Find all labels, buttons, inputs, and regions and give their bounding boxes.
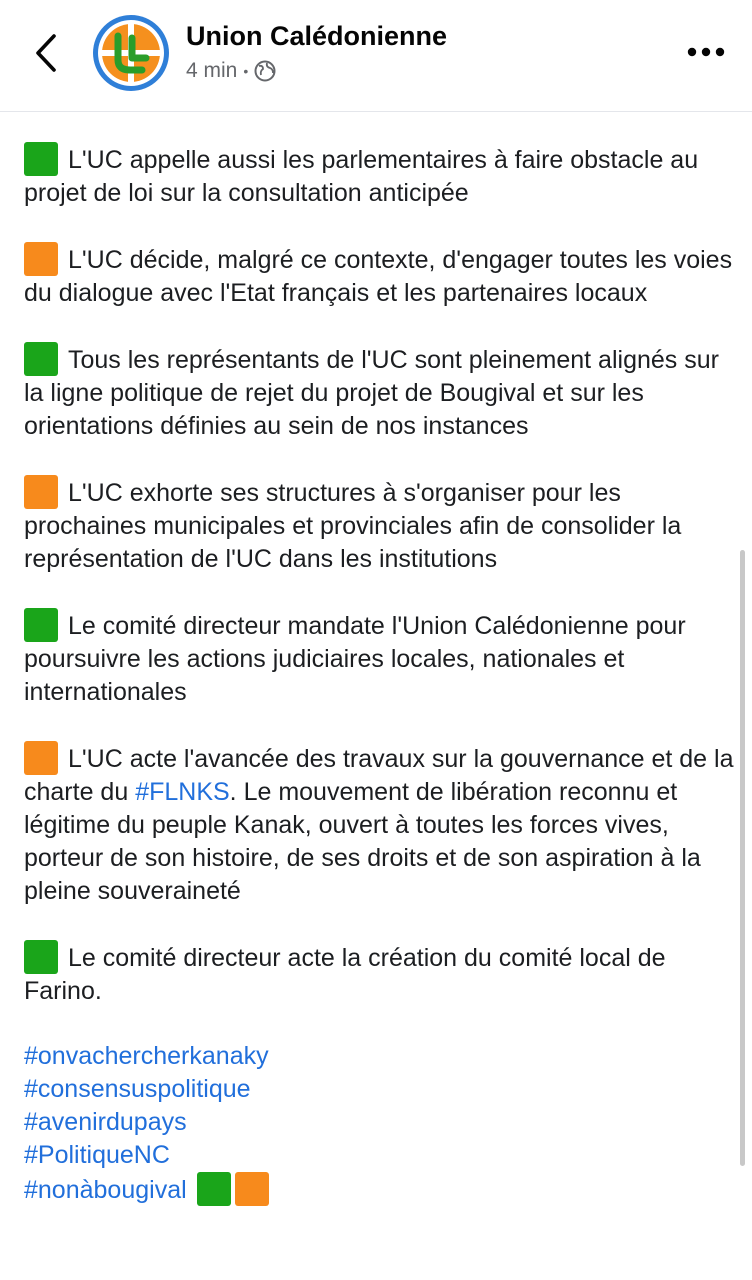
- meta-separator: •: [243, 63, 249, 79]
- green-square-icon: [197, 1172, 231, 1206]
- green-square-icon: [24, 142, 58, 176]
- post-body: [24, 142, 736, 1207]
- page-name[interactable]: Union Calédonienne: [186, 21, 448, 51]
- post-paragraph: L'UC acte l'avancée des travaux sur la gouvernance et de la charte du #FLNKS. Le mouvement de libération reconnu et légitime du peuple Kanak, ouvert à toutes les forces vives, porteur de son histoire, de ses droits et de son aspiration à la pleine souveraineté: [24, 741, 736, 908]
- hashtag-link[interactable]: #avenirdupays: [24, 1108, 187, 1136]
- more-options-button[interactable]: [684, 34, 728, 70]
- green-square-icon: [24, 608, 58, 642]
- post-header: [0, 0, 752, 112]
- post-paragraph: L'UC décide, malgré ce contexte, d'engager toutes les voies du dialogue avec l'Etat français et les partenaires locaux: [24, 242, 736, 310]
- post-paragraph: L'UC exhorte ses structures à s'organiser pour les prochaines municipales et provinciales afin de consolider la représentation de l'UC dans les institutions: [24, 475, 736, 576]
- post-paragraph: Le comité directeur acte la création du comité local de Farino.: [24, 940, 736, 1008]
- post-paragraph: Le comité directeur mandate l'Union Calédonienne pour poursuivre les actions judiciaires locales, nationales et internationales: [24, 608, 736, 709]
- hashtag-link[interactable]: #FLNKS: [135, 778, 230, 806]
- green-square-icon: [24, 940, 58, 974]
- post-paragraph: L'UC appelle aussi les parlementaires à faire obstacle au projet de loi sur la consultation anticipée: [24, 142, 736, 210]
- globe-icon: [254, 60, 276, 82]
- orange-square-icon: [24, 741, 58, 775]
- orange-square-icon: [235, 1172, 269, 1206]
- post-paragraph: Tous les représentants de l'UC sont pleinement alignés sur la ligne politique de rejet du projet de Bougival et sur les orientations définies au sein de nos instances: [24, 342, 736, 443]
- chevron-left-icon: [33, 33, 59, 73]
- more-horizontal-icon: [686, 46, 726, 58]
- back-button[interactable]: [22, 28, 70, 78]
- hashtag-link[interactable]: #consensuspolitique: [24, 1075, 251, 1103]
- post-time[interactable]: 4 min: [186, 59, 238, 82]
- hashtag-list: [24, 1040, 736, 1207]
- hashtag-link[interactable]: #PolitiqueNC: [24, 1141, 170, 1169]
- green-square-icon: [24, 342, 58, 376]
- page-avatar[interactable]: [92, 14, 170, 92]
- orange-square-icon: [24, 475, 58, 509]
- hashtag-link[interactable]: #onvachercherkanaky: [24, 1042, 269, 1070]
- post-meta: [186, 58, 276, 84]
- union-caledonienne-logo: [92, 14, 170, 92]
- orange-square-icon: [24, 242, 58, 276]
- scrollbar[interactable]: [740, 550, 745, 1166]
- hashtag-link[interactable]: #nonàbougival: [24, 1176, 187, 1204]
